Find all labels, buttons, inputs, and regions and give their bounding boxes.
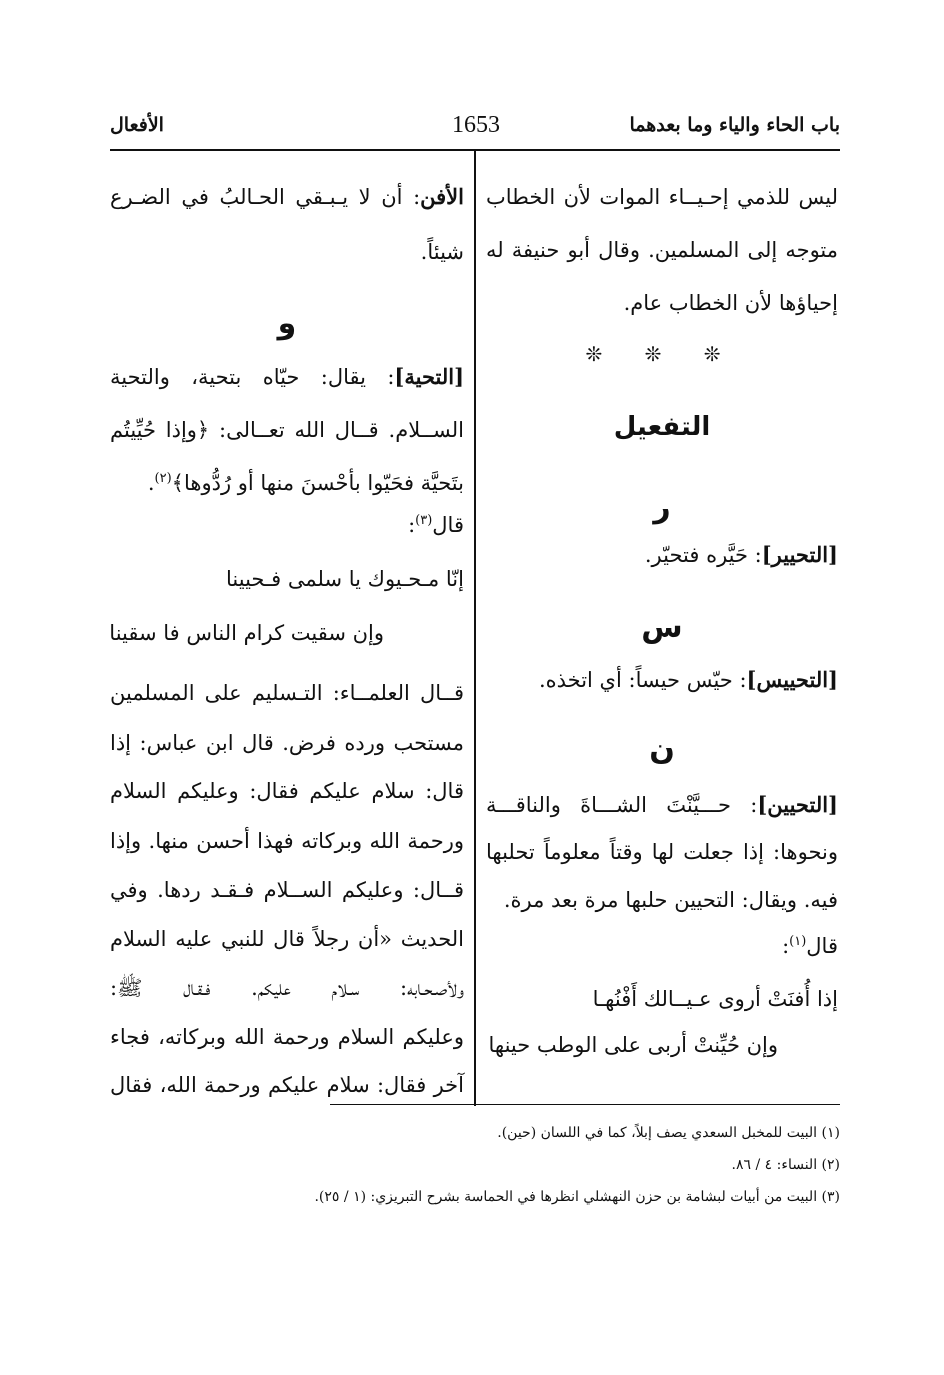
said-word: قال bbox=[806, 934, 838, 958]
footnote: (٣) البيت من أبيات لبشامة بن حزن النهشلي انظرها في الحماسة بشرح التبريزي: (١ / ٢٥). bbox=[314, 1189, 840, 1205]
footnote-ref: (٢) bbox=[154, 471, 172, 486]
verse-line: وإن حُيِّنتْ أربى على الوطب حينها bbox=[488, 1033, 778, 1057]
colon: : bbox=[408, 513, 416, 537]
entry-keyword: [التحيين] bbox=[757, 792, 838, 817]
page-header bbox=[110, 108, 840, 148]
letter-heading: ن bbox=[649, 732, 675, 767]
left-column bbox=[110, 172, 464, 1102]
text-line: قــال: وعليكم الســلام فـقـد ردها. وفي bbox=[110, 878, 464, 902]
footnote-rule bbox=[330, 1104, 840, 1105]
entry-text: : حيّس حيساً: أي اتخذه. bbox=[538, 668, 747, 692]
footnote-ref: (١) bbox=[789, 934, 807, 949]
footnote: (٢) النساء: ٤ / ٨٦. bbox=[731, 1157, 840, 1173]
column-divider bbox=[474, 151, 476, 1106]
letter-heading: ر bbox=[653, 490, 671, 525]
text-line: ونحوها: إذا جعلت لها وقتاً معلوماً تحلبها bbox=[486, 840, 838, 864]
entry-text: : يقال: حيّاه بتحية، والتحية bbox=[110, 365, 395, 389]
text-line bbox=[148, 464, 464, 498]
text-line: إحياؤها لأن الخطاب عام. bbox=[623, 291, 838, 315]
text-line: ليس للذمي إحـيــاء الموات لأن الخطاب bbox=[486, 185, 838, 209]
text-line: مستحب ورده فرض. قال ابن عباس: إذا bbox=[110, 731, 464, 755]
right-column bbox=[486, 172, 838, 1102]
running-head-section: الأفعال bbox=[110, 114, 164, 136]
entry-keyword: [التحيير] bbox=[761, 542, 838, 567]
text-line: فيه. ويقال: التحيين حلبها مرة بعد مرة. bbox=[503, 888, 838, 912]
text-line bbox=[782, 927, 838, 961]
verse-line: إذا أُفنَتْ أروى عـيــالك أَفْنُهـا bbox=[592, 987, 838, 1011]
text-line: متوجه إلى المسلمين. وقال أبو حنيفة له bbox=[486, 238, 838, 262]
letter-heading: س bbox=[641, 610, 683, 645]
section-separator-stars: ❊ ❊ ❊ bbox=[585, 342, 739, 366]
text-line: شيئاً. bbox=[420, 240, 464, 264]
entry-keyword: [التحييس] bbox=[746, 667, 838, 692]
entry-text: : حـــيَّنْتَ الشـــاةَ والناقـــة bbox=[486, 793, 758, 817]
said-word: قال bbox=[432, 513, 464, 537]
text-line: آخر فقال: سلام عليكم ورحمة الله، فقال bbox=[110, 1073, 464, 1097]
entry-tahyis bbox=[539, 665, 838, 695]
section-heading: التفعيل bbox=[613, 412, 711, 442]
letter-heading: و bbox=[277, 306, 297, 341]
entry-keyword: [التحية] bbox=[394, 364, 464, 389]
entry-keyword: الأفن bbox=[420, 184, 464, 209]
entry-text: : أن لا يـبـقي الحـالبُ في الضـرع bbox=[110, 185, 421, 209]
text-line: ورحمة الله وبركاته فهذا أحسن منها. وإذا bbox=[110, 829, 464, 853]
entry-text: : حَيَّره فتحيّر. bbox=[644, 543, 762, 567]
text-line: الحديث «أن رجلاً قال للنبي عليه السلام bbox=[110, 927, 464, 951]
running-head-chapter: باب الحاء والياء وما بعدهما bbox=[629, 114, 840, 136]
entry-tahiyya bbox=[110, 362, 464, 392]
text-line: قــال العلمــاء: التـسليم على المسلمين bbox=[110, 681, 464, 705]
text-line: الســلام. قــال الله تعــالى: ﴿وإذا حُيِّيتُم bbox=[110, 418, 464, 442]
text-line bbox=[408, 506, 464, 540]
footnote: (١) البيت للمخبل السعدي يصف إبلاً، كما في اللسان (حين). bbox=[497, 1125, 840, 1141]
text-line: ولأصـحـابه: سـلام عليكم. فـقـال ﷺ: bbox=[110, 976, 464, 1000]
page-number: 1653 bbox=[452, 112, 500, 138]
colon: : bbox=[782, 934, 790, 958]
text-line: قال: سلام عليكم فقال: وعليكم السلام bbox=[110, 779, 464, 803]
entry-tahyin bbox=[486, 790, 838, 820]
quran-verse: بتَحيَّة فحَيّوا بأحْسنَ منها أو رُدُّوها﴾ bbox=[171, 471, 464, 495]
verse-line: إنّا مـحـيوك يا سلمى فـحيينا bbox=[226, 567, 464, 591]
entry-afn bbox=[110, 182, 464, 212]
text-line: وعليكم السلام ورحمة الله وبركاته، فجاء bbox=[110, 1025, 464, 1049]
period: . bbox=[147, 471, 155, 495]
footnote-ref: (٣) bbox=[415, 513, 433, 528]
entry-tahyir bbox=[645, 540, 838, 570]
verse-line: وإن سقيت كرام الناس فا سقينا bbox=[109, 621, 384, 645]
